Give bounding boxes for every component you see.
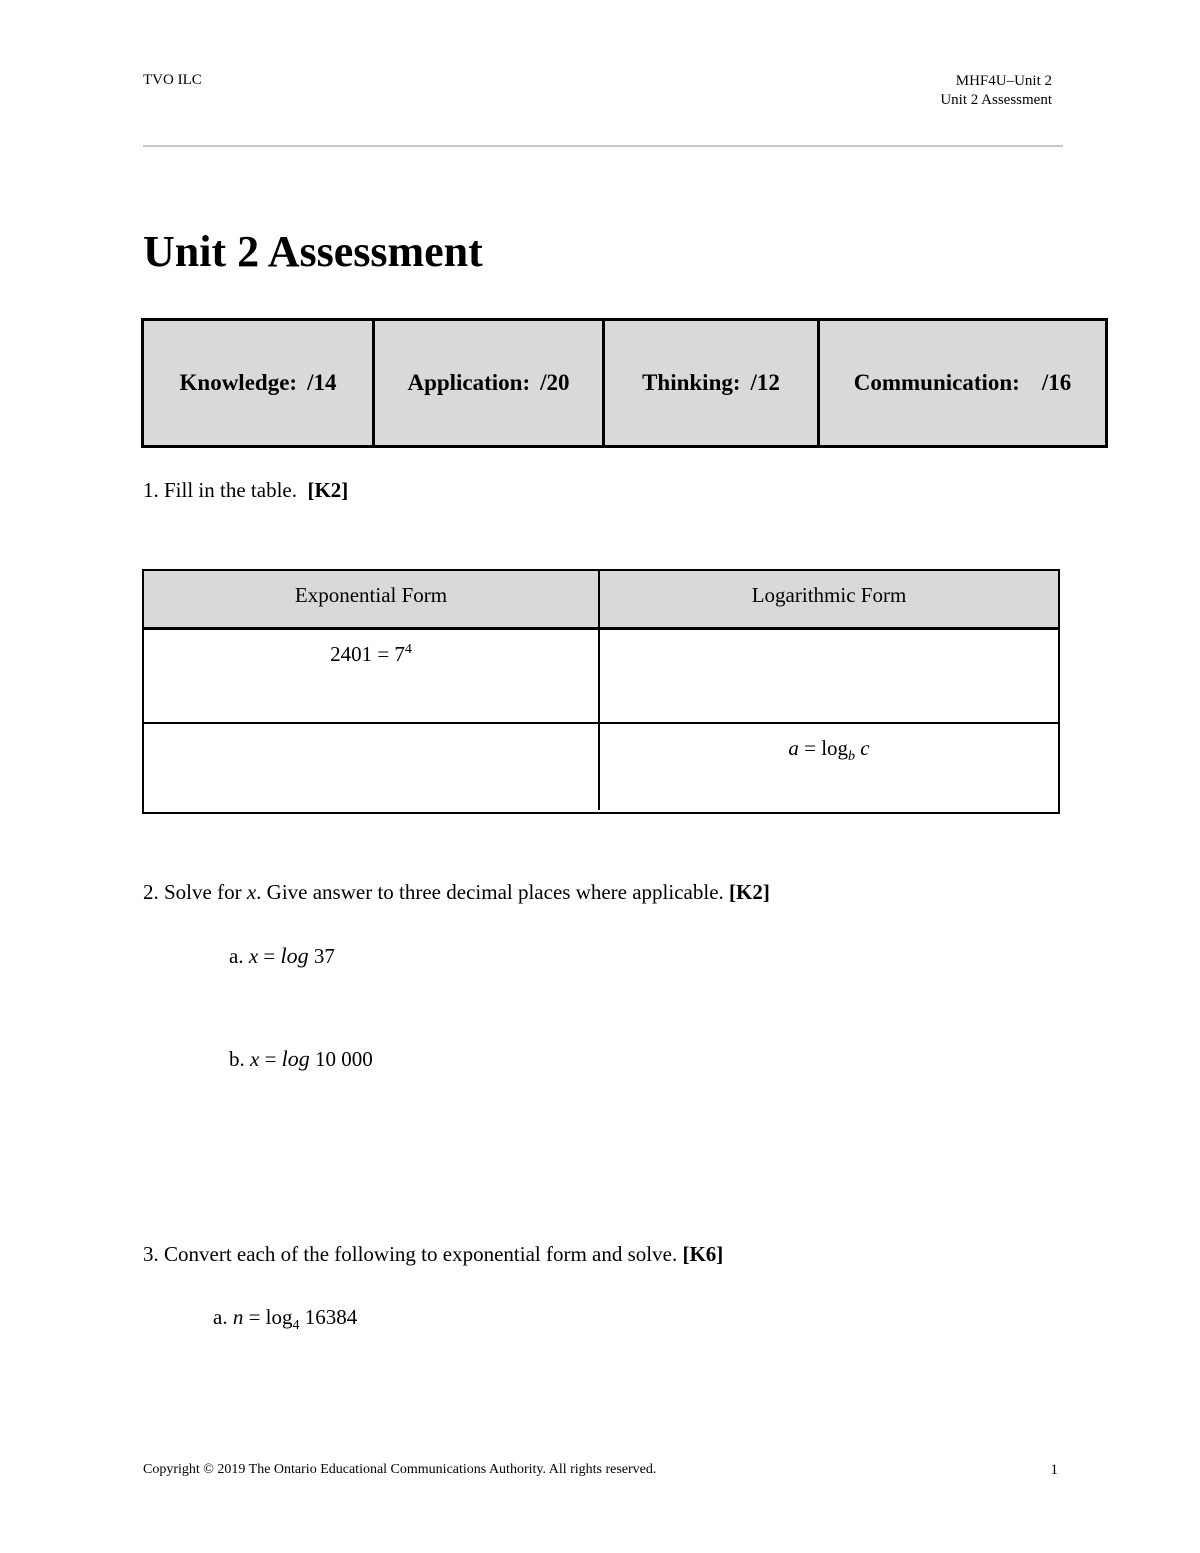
question-2: [143, 880, 770, 905]
cell-logarithmic-1[interactable]: [600, 630, 1058, 722]
question-1: [143, 478, 348, 503]
score-label: Communication:: [853, 370, 1020, 395]
part-label: b.: [229, 1047, 245, 1071]
page-title: Unit 2 Assessment: [143, 227, 483, 276]
header-logarithmic: Logarithmic Form: [751, 583, 907, 607]
question-3: [143, 1242, 723, 1267]
operator: =: [258, 944, 281, 968]
score-thinking: [602, 321, 817, 445]
footer-copyright: Copyright © 2019 The Ontario Educational Communications Authority. All rights reserved.: [143, 1462, 657, 1477]
part-label: a.: [229, 944, 244, 968]
header-divider: [143, 145, 1063, 147]
log-base: b: [848, 749, 856, 765]
question-text-post: . Give answer to three decimal places where applicable.: [256, 880, 724, 904]
part-label: a.: [213, 1305, 228, 1329]
score-communication: [817, 321, 1105, 445]
score-points: /16: [1041, 370, 1072, 395]
question-text-pre: 2. Solve for: [143, 880, 247, 904]
score-knowledge: [144, 321, 372, 445]
page-number: 1: [1050, 1462, 1058, 1478]
log-argument: 37: [308, 944, 335, 968]
variable: n: [232, 1305, 244, 1329]
header-course: MHF4U–Unit 2: [955, 73, 1052, 89]
cell-logarithmic-2: [600, 724, 1058, 810]
log-argument: 10 000: [309, 1047, 373, 1071]
log-function: log: [280, 943, 309, 968]
question-text: 3. Convert each of the following to exponential form and solve.: [143, 1242, 678, 1266]
score-table: [141, 318, 1108, 448]
header-right: [900, 72, 1052, 110]
header-exponential: Exponential Form: [144, 571, 600, 627]
variable: x: [250, 1047, 260, 1071]
table-header-row: [144, 571, 1058, 630]
score-points: /14: [307, 370, 337, 395]
score-points: /20: [540, 370, 570, 395]
log-function: log: [281, 1046, 310, 1071]
score-label: Thinking:: [642, 370, 741, 395]
log-argument: 16384: [299, 1305, 358, 1329]
question-mark: [K2]: [307, 478, 349, 502]
question-2a: [229, 943, 335, 969]
question-text: 1. Fill in the table.: [143, 478, 297, 502]
variable: a: [788, 736, 799, 760]
operator: =: [259, 1047, 282, 1071]
question-3a: [213, 1305, 357, 1334]
expression: 2401 = 7: [330, 642, 405, 666]
question-variable: x: [246, 880, 257, 904]
score-application: [372, 321, 602, 445]
score-points: /12: [750, 370, 780, 395]
header-doc-title: Unit 2 Assessment: [940, 92, 1052, 108]
cell-exponential-1: [144, 630, 600, 722]
score-label: Application:: [407, 370, 531, 395]
question-mark: [K6]: [682, 1242, 724, 1266]
score-label: Knowledge:: [179, 370, 298, 395]
log-base: 4: [292, 1318, 300, 1334]
exponent: 4: [404, 642, 412, 657]
cell-exponential-2[interactable]: [144, 724, 600, 810]
log-argument: c: [855, 736, 870, 760]
operator: = log: [243, 1305, 293, 1329]
question-2b: [229, 1046, 373, 1072]
table-row: [144, 630, 1058, 724]
log-table: [142, 569, 1060, 814]
header-left: TVO ILC: [143, 72, 202, 88]
question-mark: [K2]: [729, 880, 770, 904]
operator: = log: [798, 736, 849, 760]
table-row: [144, 724, 1058, 810]
variable: x: [248, 944, 259, 968]
